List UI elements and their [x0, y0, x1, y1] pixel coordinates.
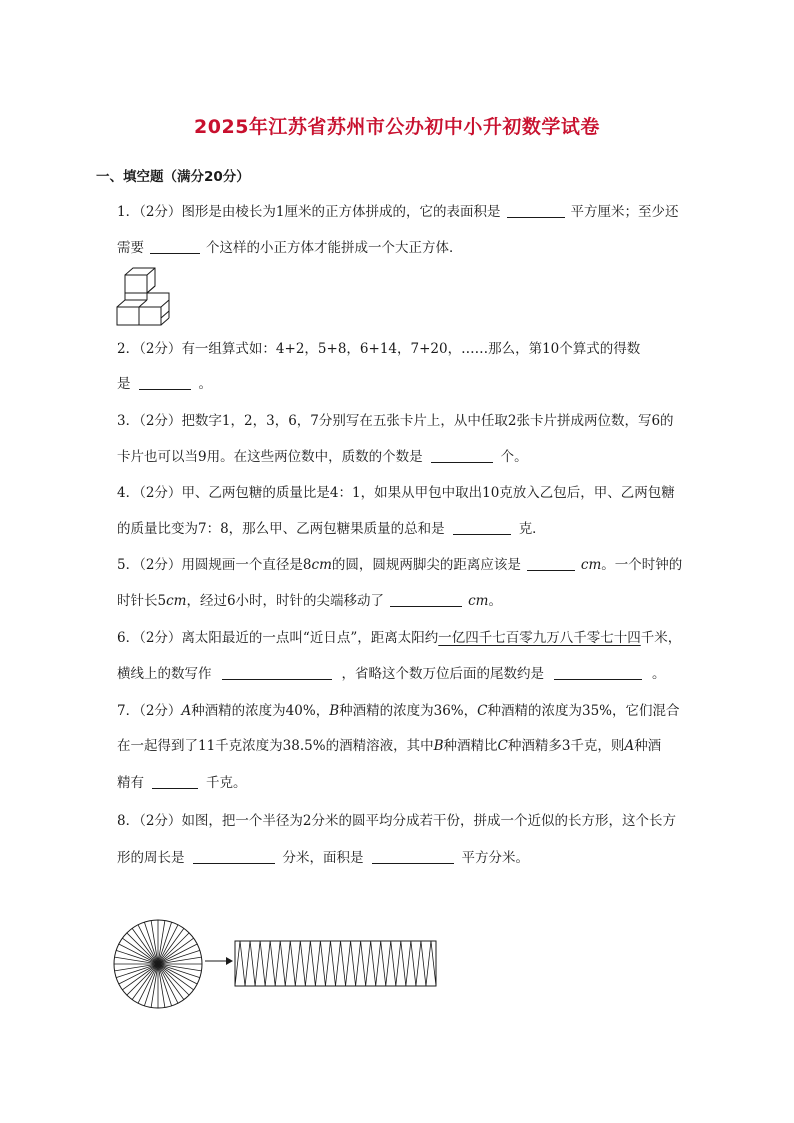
variable-c: C	[477, 703, 488, 719]
question-number: 7．（2分）	[117, 703, 182, 719]
question-text: 卡片也可以当9用。在这些两位数中，质数的个数是	[117, 449, 423, 465]
question-text: 形的周长是	[117, 850, 185, 866]
question-text: 平方分米。	[461, 850, 529, 866]
answer-blank[interactable]	[527, 556, 575, 571]
question-text: 如图，把一个半径为2分米的圆平均分成若干份，拼成一个近似的长方形，这个长方	[181, 813, 677, 829]
answer-blank[interactable]	[431, 448, 493, 463]
question-text: 用圆规画一个直径是8	[181, 557, 312, 573]
question-6-line-2	[117, 664, 666, 684]
answer-blank[interactable]	[390, 592, 462, 607]
question-text: 千米，	[640, 630, 682, 646]
circle-sectors-figure	[112, 918, 204, 1010]
answer-blank[interactable]	[453, 520, 511, 535]
question-6-line-1	[117, 628, 681, 648]
page-title: 2025年江苏省苏州市公办初中小升初数学试卷	[194, 116, 600, 138]
question-4-line-1	[117, 483, 675, 503]
zigzag-rectangle-figure	[234, 940, 438, 988]
question-text: 个这样的小正方体才能拼成一个大正方体．	[206, 240, 463, 256]
unit-cm: cm	[311, 557, 332, 573]
unit-cm: cm	[166, 593, 187, 609]
question-1-line-2	[117, 238, 463, 258]
question-text: 种酒精比	[443, 738, 498, 754]
variable-b: B	[433, 738, 444, 754]
question-8-line-2	[117, 848, 529, 868]
question-text: 分米，面积是	[282, 850, 364, 866]
answer-blank[interactable]	[139, 375, 191, 390]
question-text: 有一组算式如：4+2，5+8，6+14，7+20，……那么，第10个算式的得数	[181, 341, 641, 357]
answer-blank[interactable]	[150, 239, 200, 254]
answer-blank[interactable]	[372, 849, 454, 864]
question-number: 2．（2分）	[117, 341, 182, 357]
underlined-number-text: 一亿四千七百零九万八千零七十四	[438, 630, 641, 646]
question-text: 。	[652, 666, 666, 682]
question-text: 的质量比变为7：8，那么甲、乙两包糖果质量的总和是	[117, 521, 445, 537]
variable-a: A	[624, 738, 635, 754]
question-5-line-2: 时针长5cm，经过6小时，时针的尖端移动了 cm。	[117, 593, 502, 609]
question-text: 千克。	[206, 775, 247, 791]
question-number: 5．（2分）	[117, 557, 182, 573]
question-text: 种酒精的浓度为40%，	[191, 703, 330, 719]
question-text: 精有	[117, 775, 144, 791]
answer-blank[interactable]	[507, 203, 565, 218]
question-number: 8．（2分）	[117, 813, 182, 829]
question-text: 克．	[518, 521, 546, 537]
answer-blank[interactable]	[193, 849, 275, 864]
variable-b: B	[329, 703, 340, 719]
question-text: 平方厘米；至少还	[570, 204, 679, 220]
question-text: 时针长5	[117, 593, 167, 609]
question-text: 。一个时钟的	[601, 557, 683, 573]
section-heading: 一、填空题（满分20分）	[96, 169, 250, 185]
question-3-line-1	[117, 411, 674, 431]
question-text: 需要	[117, 240, 144, 256]
question-text: 种酒精的浓度为35%，它们混合	[487, 703, 680, 719]
question-text: 。	[198, 376, 212, 392]
answer-blank[interactable]	[152, 774, 198, 789]
question-text: 离太阳最近的一点叫“近日点”，距离太阳约	[181, 630, 439, 646]
question-text: ，经过6小时，时针的尖端移动了	[186, 593, 385, 609]
question-text: 个。	[500, 449, 528, 465]
question-text: 甲、乙两包糖的质量比是4：1，如果从甲包中取出10克放入乙包后，甲、乙两包糖	[181, 485, 675, 501]
question-text: 图形是由棱长为1厘米的正方体拼成的，它的表面积是	[181, 204, 501, 220]
question-text: ，省略这个数万位后面的尾数约是	[341, 666, 544, 682]
question-text: 在一起得到了11千克浓度为38.5%的酒精溶液，其中	[117, 738, 434, 754]
question-7-line-1	[117, 701, 680, 721]
question-number: 1．（2分）	[117, 204, 182, 220]
question-text: 种酒精的浓度为36%，	[339, 703, 478, 719]
question-text: 种酒	[634, 738, 662, 754]
question-number: 4．（2分）	[117, 485, 182, 501]
question-2-line-1	[117, 339, 640, 359]
answer-blank[interactable]	[222, 665, 332, 680]
cubes-figure	[112, 265, 178, 329]
question-text: 是	[117, 376, 131, 392]
question-number: 3．（2分）	[117, 413, 182, 429]
question-text: 横线上的数写作	[117, 666, 212, 682]
question-text: 把数字1，2，3，6，7分别写在五张卡片上，从中任取2张卡片拼成两位数，写6的	[181, 413, 674, 429]
question-5-line-1	[117, 555, 682, 575]
question-4-line-2	[117, 519, 546, 539]
question-number: 6．（2分）	[117, 630, 182, 646]
answer-blank[interactable]	[554, 665, 642, 680]
unit-cm: cm	[468, 593, 489, 609]
question-7-line-2	[117, 736, 661, 756]
question-8-line-1	[117, 811, 676, 831]
variable-a: A	[181, 703, 192, 719]
question-text: 的圆，圆规两脚尖的距离应该是	[331, 557, 521, 573]
question-7-line-3	[117, 773, 247, 793]
question-text: 种酒精多3千克，则	[507, 738, 625, 754]
question-1-line-1	[117, 202, 679, 222]
variable-c: C	[497, 738, 508, 754]
question-2-line-2	[117, 374, 212, 394]
arrow-icon	[204, 955, 234, 967]
question-3-line-2	[117, 447, 528, 467]
unit-cm: cm	[580, 557, 602, 573]
